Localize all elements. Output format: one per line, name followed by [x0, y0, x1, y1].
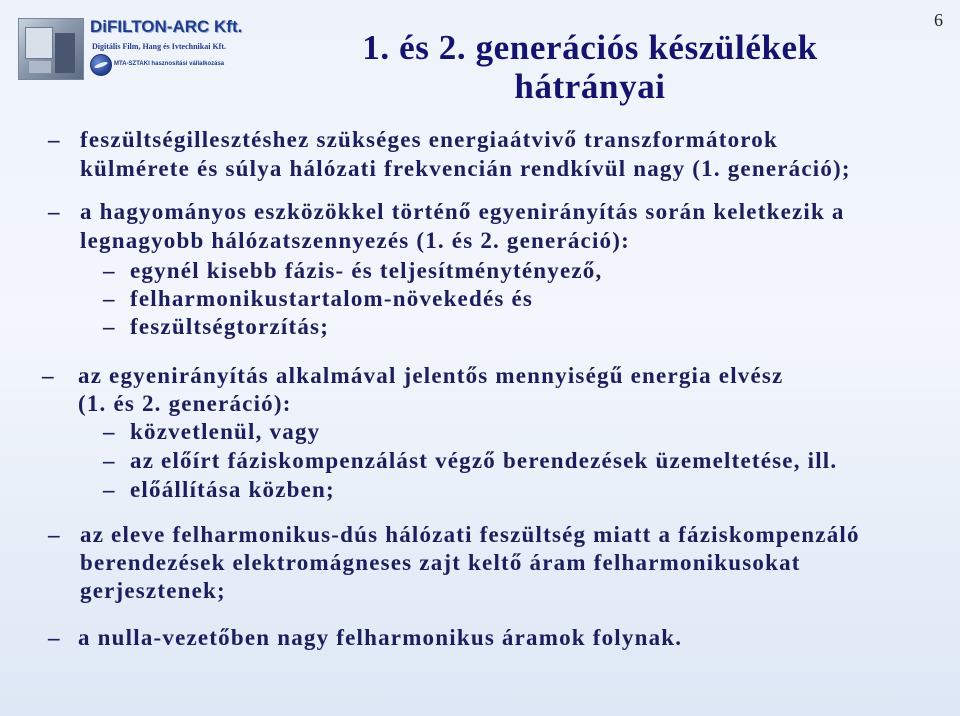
- bullet-dash: –: [48, 522, 61, 547]
- logo-affiliation: MTA-SZTAKI hasznosítási vállalkozása: [114, 61, 225, 67]
- list-item-text: a nulla-vezetőben nagy felharmonikus áramok folynak.: [78, 625, 683, 650]
- bullet-dash: –: [48, 625, 61, 650]
- list-item-text: az eleve felharmonikus-dús hálózati feszültség miatt a fáziskompenzáló: [80, 522, 860, 547]
- sub-bullet-dash: –: [103, 477, 116, 502]
- bullet-dash: –: [48, 127, 61, 152]
- sub-item-text: felharmonikustartalom-növekedés és: [130, 286, 534, 311]
- list-item-text: a hagyományos eszközökkel történő egyenirányítás során keletkezik a: [80, 199, 845, 224]
- sub-item-text: az előírt fáziskompenzálást végző berendezések üzemeltetése, ill.: [130, 448, 838, 473]
- logo-company-name: DiFILTON-ARC Kft.: [90, 17, 243, 36]
- slide-title-line-1: 1. és 2. generációs készülékek: [362, 28, 818, 67]
- mta-sztaki-emblem-icon: [90, 54, 112, 76]
- list-item-text: feszültségillesztéshez szükséges energiaátvivő transzformátorok: [80, 127, 778, 152]
- sub-item-text: előállítása közben;: [130, 477, 335, 502]
- list-item-text: az egyenirányítás alkalmával jelentős mennyiségű energia elvész: [78, 363, 784, 388]
- sub-item-text: egynél kisebb fázis- és teljesítménytényező,: [130, 258, 603, 283]
- sub-bullet-dash: –: [103, 448, 116, 473]
- sub-bullet-dash: –: [103, 286, 116, 311]
- logo-photo: [18, 18, 84, 80]
- list-item-text: gerjesztenek;: [80, 578, 226, 603]
- sub-bullet-dash: –: [103, 419, 116, 444]
- list-item-text: (1. és 2. generáció):: [78, 391, 292, 416]
- sub-item-text: közvetlenül, vagy: [130, 419, 321, 444]
- list-item-text: legnagyobb hálózatszennyezés (1. és 2. generáció):: [80, 228, 630, 253]
- page-number: 6: [934, 10, 943, 30]
- company-logo: [16, 14, 252, 82]
- sub-bullet-dash: –: [103, 314, 116, 339]
- slide-title-line-2: hátrányai: [514, 67, 666, 106]
- sub-bullet-dash: –: [103, 258, 116, 283]
- list-item-text: berendezések elektromágneses zajt keltő áram felharmonikusokat: [80, 550, 801, 575]
- list-item-text: külmérete és súlya hálózati frekvencián rendkívül nagy (1. generáció);: [80, 156, 851, 181]
- bullet-dash: –: [42, 363, 55, 388]
- sub-item-text: feszültségtorzítás;: [130, 314, 330, 339]
- bullet-dash: –: [48, 199, 61, 224]
- logo-tagline: Digitális Film, Hang és Ivtechnikai Kft.: [92, 42, 226, 51]
